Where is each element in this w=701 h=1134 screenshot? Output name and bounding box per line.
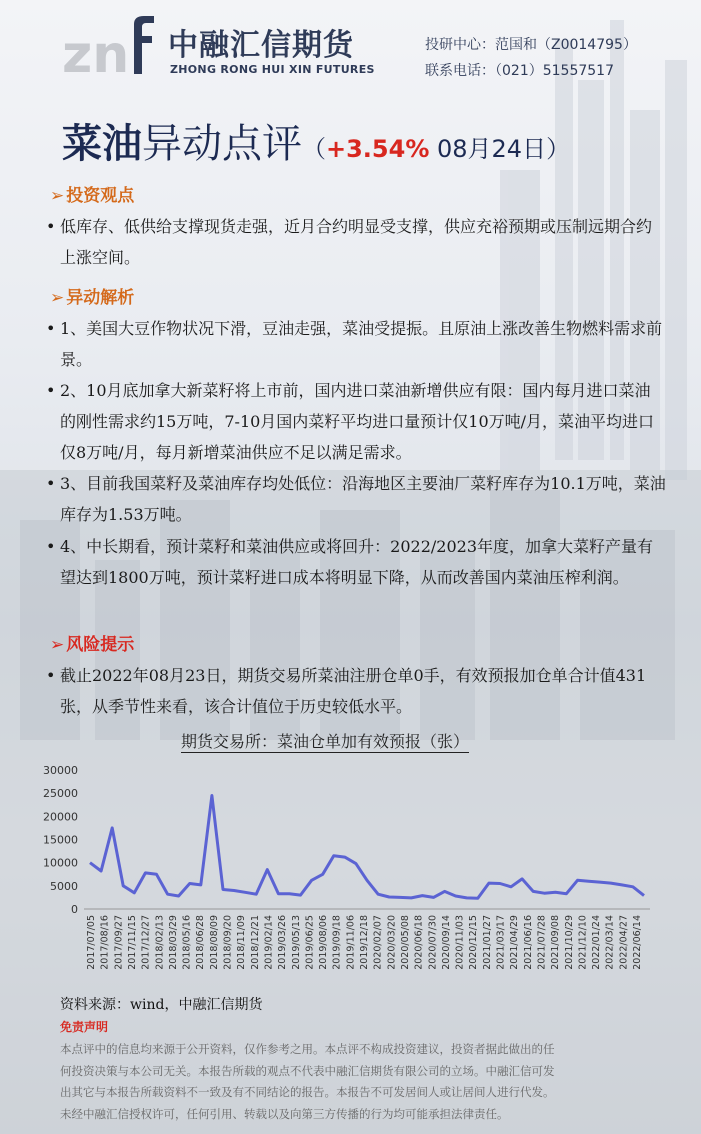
x-tick-label: 2019/05/13 [290, 915, 302, 970]
x-tick-label: 2019/02/14 [263, 915, 275, 970]
x-tick-label: 2020/05/08 [399, 915, 411, 970]
section-heading-risk-label: 风险提示 [66, 635, 135, 655]
bullet-dot-icon: • [46, 537, 56, 556]
x-tick-label: 2019/09/18 [331, 915, 343, 970]
x-tick-label: 2018/02/13 [154, 915, 166, 970]
x-tick-label: 2020/09/14 [440, 915, 452, 970]
bullet-dot-icon: • [46, 381, 56, 400]
y-tick-label: 10000 [43, 856, 78, 870]
analysis-bullet-1 [46, 313, 666, 375]
bullet-text: 2、10月底加拿大新菜籽将上市前，国内进口菜油新增供应有限：国内每月进口菜油的刚性需求约15万吨，7-10月国内菜籽平均进口量预计仅10万吨/月，菜油平均进口仅8万吨/月，每月新增菜油供应不足以满足需求。 [60, 381, 655, 462]
x-tick-label: 2021/10/29 [563, 915, 575, 970]
data-source: 资料来源：wind，中融汇信期货 [60, 997, 263, 1013]
contact-research: 投研中心：范国和（Z0014795） [425, 37, 637, 53]
svg-text:zn: zn [62, 25, 130, 78]
risk-bullet-1 [46, 660, 666, 722]
section-heading-analysis [50, 283, 134, 308]
x-tick-label: 2022/04/27 [618, 915, 630, 970]
y-tick-label: 20000 [43, 810, 78, 824]
x-tick-label: 2021/06/16 [522, 915, 534, 970]
x-tick-label: 2022/03/14 [604, 915, 616, 970]
x-tick-label: 2017/11/15 [126, 915, 138, 970]
title-paren-open: （ [302, 135, 326, 163]
series-line [90, 796, 644, 899]
bullet-text: 1、美国大豆作物状况下滑，豆油走强，菜油受提振。且原油上涨改善生物燃料需求前景。 [60, 319, 663, 369]
x-tick-label: 2020/02/07 [372, 915, 384, 970]
bullet-text: 3、目前我国菜籽及菜油库存均处低位：沿海地区主要油厂菜籽库存为10.1万吨，菜油库存为1.53万吨。 [60, 474, 666, 524]
x-tick-label: 2020/07/30 [427, 915, 439, 970]
x-tick-label: 2017/08/16 [99, 915, 111, 970]
analysis-bullet-4 [46, 531, 666, 593]
section-heading-view [50, 181, 134, 206]
title-report-type: 异动点评 [142, 121, 302, 167]
section-heading-view-label: 投资观点 [66, 186, 135, 206]
disclaimer-line-4: 未经中融汇信授权许可，任何引用、转载以及向第三方传播的行为均可能承担法律责任。 [60, 1106, 509, 1121]
x-tick-label: 2021/03/17 [495, 915, 507, 970]
x-tick-label: 2020/03/20 [386, 915, 398, 970]
bullet-dot-icon: • [46, 666, 56, 685]
disclaimer-line-1: 本点评中的信息均来源于公开资料，仅作参考之用。本点评不构成投资建议，投资者据此做出的任 [60, 1042, 555, 1056]
x-tick-label: 2020/06/18 [413, 915, 425, 970]
section-heading-analysis-label: 异动解析 [66, 288, 135, 308]
chart-title: 期货交易所：菜油仓单加有效预报（张） [181, 729, 469, 753]
x-tick-label: 2022/06/14 [632, 915, 643, 970]
y-tick-label: 30000 [43, 764, 78, 777]
x-tick-label: 2019/06/25 [304, 915, 316, 970]
x-tick-label: 2019/03/26 [277, 915, 289, 970]
bullet-text: 低库存、低供给支撑现货走强，近月合约明显受支撑，供应充裕预期或压制远期合约上涨空间。 [60, 217, 653, 267]
x-tick-label: 2018/03/29 [167, 915, 179, 970]
x-tick-label: 2021/09/08 [550, 915, 562, 970]
analysis-bullet-3 [46, 468, 666, 530]
x-tick-label: 2017/07/05 [86, 915, 97, 970]
bullet-dot-icon: • [46, 217, 56, 236]
company-name-en: ZHONG RONG HUI XIN FUTURES [170, 63, 375, 76]
disclaimer-line-2: 何投资决策与本公司无关。本报告所载的观点不代表中融汇信期货有限公司的立场。中融汇信可发 [60, 1063, 555, 1078]
disclaimer-text [60, 1039, 640, 1125]
warehouse-receipt-chart [40, 755, 670, 990]
disclaimer-line-3: 出其它与本报告所载资料不一致及有不同结论的报告。本报告不可发居间人或让居间人进行代发。 [60, 1085, 555, 1099]
x-tick-label: 2022/01/24 [591, 915, 603, 970]
bullet-dot-icon: • [46, 319, 56, 338]
company-logo [62, 14, 158, 78]
x-tick-label: 2018/12/21 [249, 915, 261, 970]
x-tick-label: 2018/09/20 [222, 915, 234, 970]
arrow-icon: ➢ [50, 635, 65, 655]
title-commodity: 菜油 [62, 121, 142, 167]
bullet-text: 截止2022年08月23日，期货交易所菜油注册仓单0手，有效预报加仓单合计值431张，从季节性来看，该合计值位于历史较低水平。 [60, 666, 647, 716]
x-tick-label: 2019/11/06 [345, 915, 357, 970]
y-tick-label: 0 [71, 903, 78, 916]
arrow-icon: ➢ [50, 186, 65, 206]
bullet-dot-icon: • [46, 474, 56, 493]
x-tick-label: 2018/05/16 [181, 915, 193, 970]
x-tick-label: 2021/07/28 [536, 915, 548, 970]
x-tick-label: 2019/12/18 [359, 915, 370, 970]
bullet-text: 4、中长期看，预计菜籽和菜油供应或将回升：2022/2023年度，加拿大菜籽产量有望达到1800万吨，预计菜籽进口成本将明显下降，从而改善国内菜油压榨利润。 [60, 537, 654, 587]
title-date: 08月24日） [429, 135, 571, 163]
x-tick-label: 2021/12/10 [577, 915, 589, 970]
page-title [62, 112, 570, 169]
x-tick-label: 2020/12/15 [468, 915, 480, 970]
x-tick-label: 2017/12/27 [140, 915, 152, 970]
analysis-bullet-2 [46, 375, 666, 468]
title-price-change: +3.54% [326, 135, 430, 163]
x-tick-label: 2017/09/27 [113, 915, 125, 970]
contact-phone: 联系电话：（021）51557517 [425, 63, 614, 79]
disclaimer-title: 免责声明 [60, 1020, 109, 1034]
x-tick-label: 2018/08/09 [208, 915, 220, 970]
x-tick-label: 2018/06/28 [195, 915, 207, 970]
company-name-cn: 中融汇信期货 [168, 28, 354, 63]
x-tick-label: 2021/01/27 [481, 915, 493, 970]
x-tick-label: 2021/04/29 [509, 915, 521, 970]
section-heading-risk [50, 630, 134, 655]
x-tick-label: 2019/08/06 [318, 915, 330, 970]
y-tick-label: 5000 [50, 879, 78, 893]
y-tick-label: 15000 [43, 833, 78, 847]
y-tick-label: 25000 [43, 787, 78, 801]
x-tick-label: 2018/11/09 [236, 915, 248, 970]
x-tick-label: 2020/11/03 [454, 915, 466, 970]
arrow-icon: ➢ [50, 288, 65, 308]
view-bullet-1 [46, 211, 666, 273]
